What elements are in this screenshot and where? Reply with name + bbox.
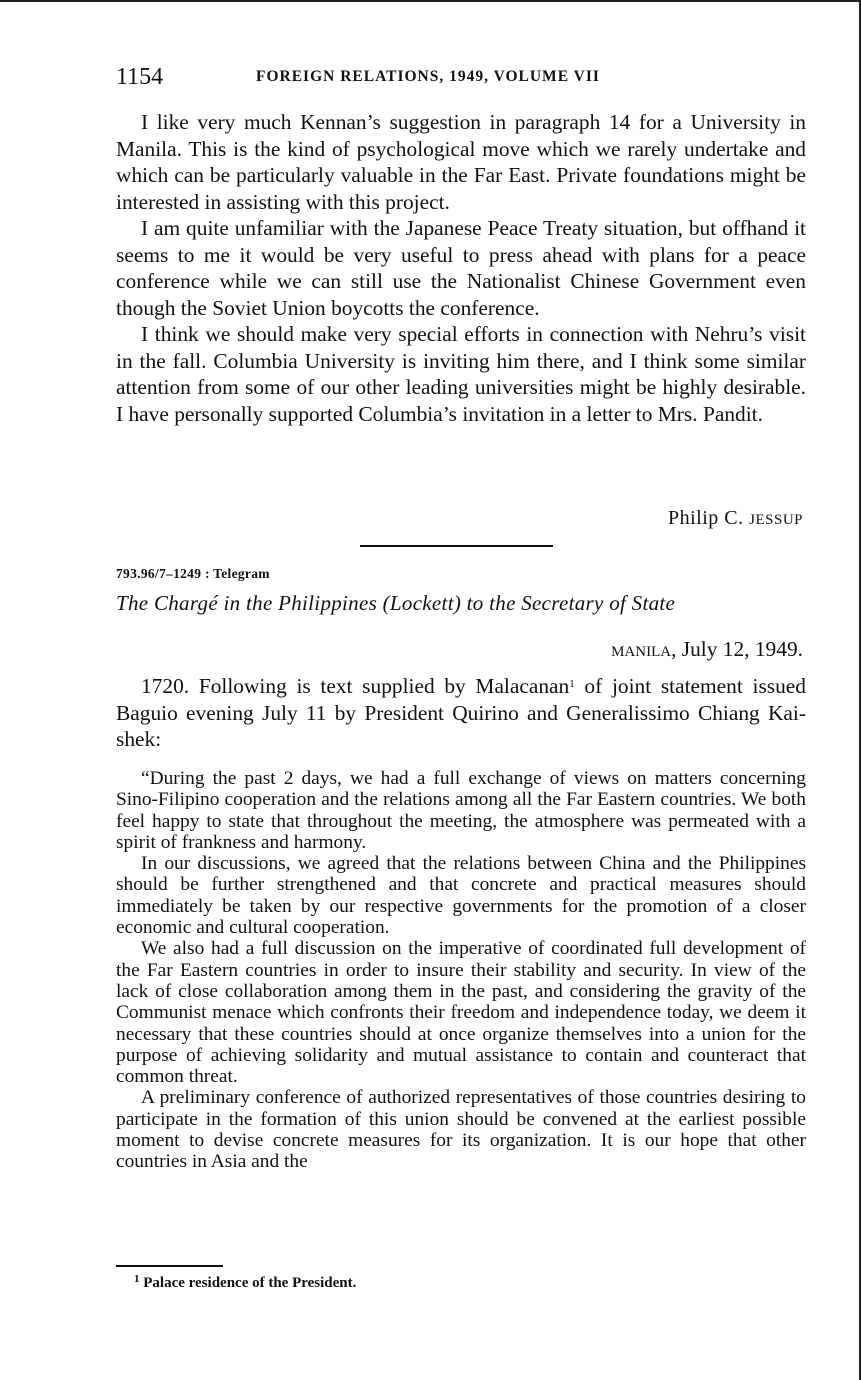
footnote xyxy=(134,1275,356,1292)
intro-before-note: 1720. Following is text supplied by Malacanan xyxy=(141,674,570,698)
telegram-intro-paragraph xyxy=(116,673,806,753)
memo-paragraph-2: I am quite unfamiliar with the Japanese Peace Treaty situation, but offhand it seems to me it would be very useful to press ahead with plans for a peace conference while we can still use the Nationalist Chinese Government even though the Soviet Union boycotts the conference. xyxy=(116,216,806,320)
memo-signature xyxy=(668,507,803,530)
footnote-rule xyxy=(116,1265,223,1267)
section-divider xyxy=(360,545,553,547)
statement-paragraph-4: A preliminary conference of authorized representatives of those countries desiring to participate in the formation of this union should be convened at the earliest possible moment to devise concrete measures for its organization. It is our hope that other countries in Asia and the xyxy=(116,1087,806,1173)
joint-statement xyxy=(116,768,806,1173)
signature-last: JESSUP xyxy=(749,512,803,528)
footnote-reference: 1 xyxy=(569,678,575,690)
page-number: 1154 xyxy=(116,64,164,90)
memo-body xyxy=(116,109,806,427)
statement-paragraph-2: In our discussions, we agreed that the relations between China and the Philippines should be further strengthened and that concrete and practical measures should immediately be taken by our respective governments for the promotion of a closer economic and cultural cooperation. xyxy=(116,853,806,939)
file-reference: 793.96/7–1249 : Telegram xyxy=(116,566,270,581)
memo-paragraph-3: I think we should make very special efforts in connection with Nehru’s visit in the fall. Columbia University is inviting him there, and I think some similar attention from some of our other leading universities might be highly desirable. I have personally supported Columbia’s invitation in a letter to Mrs. Pandit. xyxy=(116,322,806,426)
running-title: FOREIGN RELATIONS, 1949, VOLUME VII xyxy=(256,68,600,85)
dateline-date: , July 12, 1949. xyxy=(671,637,803,661)
signature-first: Philip C. xyxy=(668,507,750,529)
footnote-text: Palace residence of the President. xyxy=(143,1275,357,1291)
document-title: The Chargé in the Philippines (Lockett) to the Secretary of State xyxy=(116,591,676,615)
statement-paragraph-3: We also had a full discussion on the imperative of coordinated full development of the Far Eastern countries in order to insure their stability and security. In view of the lack of close collaboration among them in the past, and considering the gravity of the Communist menace which confronts their freedom and independence today, we deem it necessary that these countries should at once organize themselves into a union for the purpose of achieving solidarity and mutual assistance to contain and counteract that common threat. xyxy=(116,938,806,1088)
dateline-place: MANILA xyxy=(611,644,672,660)
statement-paragraph-1: “During the past 2 days, we had a full exchange of views on matters concerning Sino-Filipino cooperation and the relations among all the Far Eastern countries. We both feel happy to state that throughout the meeting, the atmosphere was permeated with a spirit of frankness and harmony. xyxy=(116,768,806,853)
dateline xyxy=(611,637,803,662)
intro-after-note: of joint statement issued Baguio evening July 11 by President Quirino and Generalissimo Chiang Kai-shek: xyxy=(116,674,806,751)
memo-paragraph-1: I like very much Kennan’s suggestion in paragraph 14 for a University in Manila. This is the kind of psychological move which we rarely undertake and which can be particularly valuable in the Far East. Private foundations might be interested in assisting with this project. xyxy=(116,110,806,214)
footnote-marker: 1 xyxy=(134,1273,140,1285)
telegram-intro xyxy=(116,673,806,753)
page-border-top xyxy=(0,0,861,2)
page-header xyxy=(116,64,806,94)
